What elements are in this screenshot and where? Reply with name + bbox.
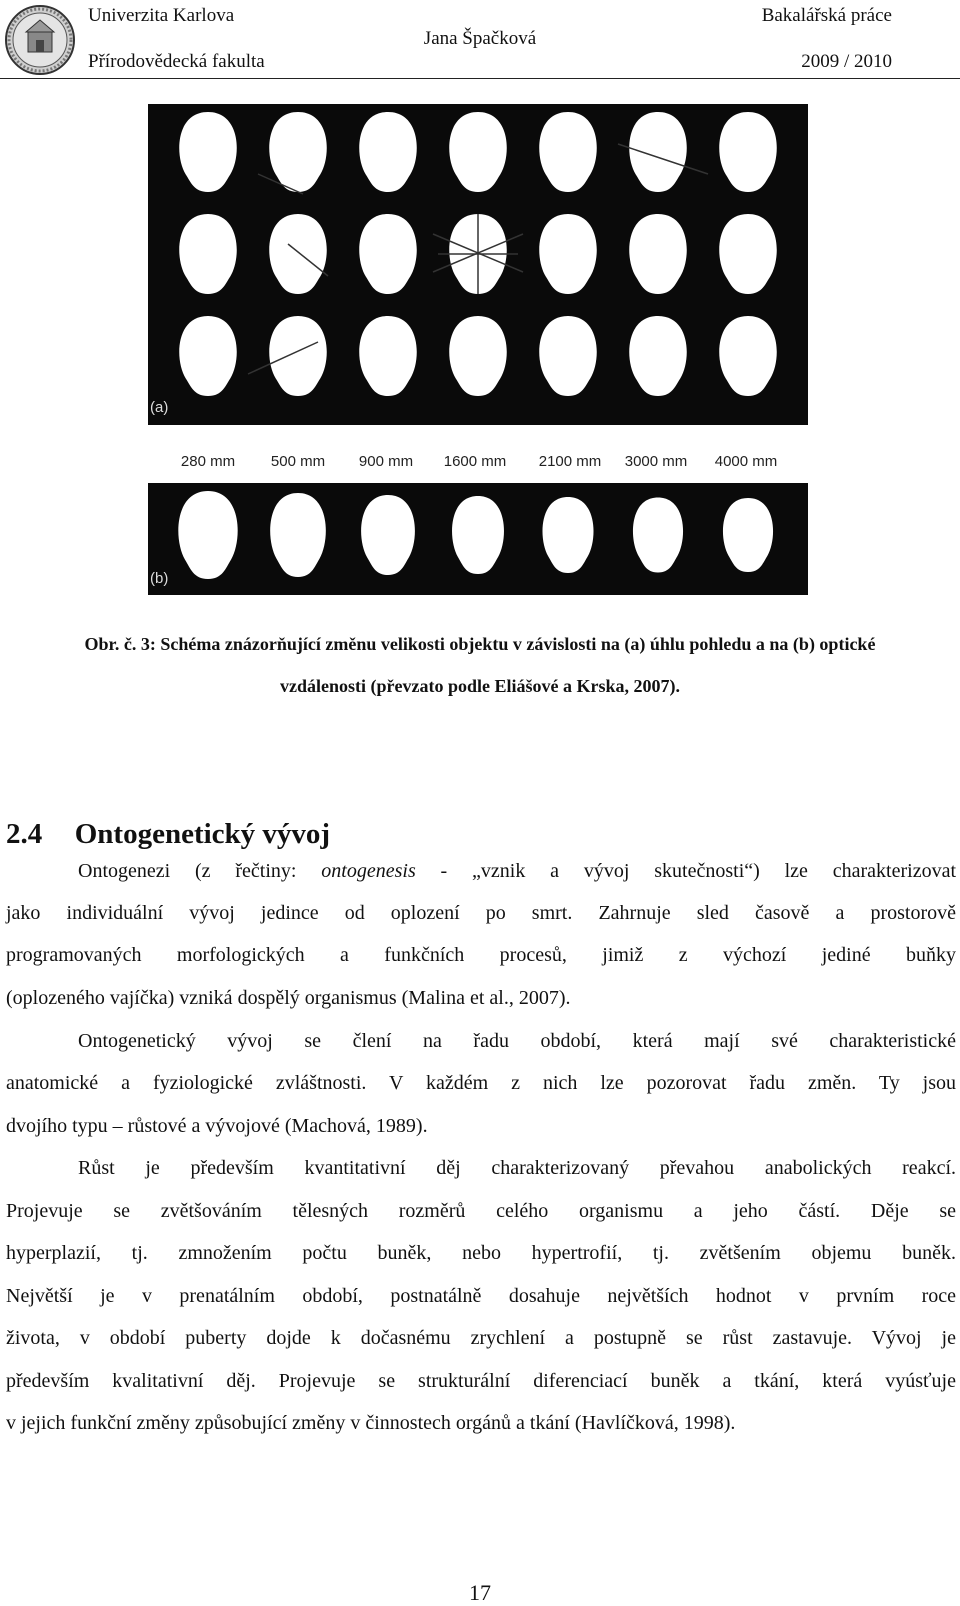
paragraph-3-line-2: Projevuje se zvětšováním tělesných rozměrů celého organismu a jeho částí. Děje se <box>6 1200 956 1222</box>
paragraph-2-line-3: dvojího typu – růstové a vývojové (Machová, 1989). <box>6 1115 428 1137</box>
paragraph-1-line-3: programovaných morfologických a funkčních procesů, jimiž z výchozí jediné buňky <box>6 944 956 966</box>
paragraph-3-line-7: v jejich funkční změny způsobující změny v činnostech orgánů a tkání (Havlíčková, 1998). <box>6 1412 736 1434</box>
distance-label: 3000 mm <box>624 455 688 470</box>
text-run: - „vznik a vývoj skutečnosti“) lze charakterizovat <box>415 860 957 882</box>
header-rule <box>0 78 960 79</box>
paragraph-1-line-4: (oplozeného vajíčka) vzniká dospělý organismus (Malina et al., 2007). <box>6 987 571 1009</box>
distance-labels <box>148 455 808 483</box>
paragraph-3-line-6: především kvalitativní děj. Projevuje se strukturální diferenciací buněk a tkání, která vyúsťuje <box>6 1370 956 1392</box>
figure-panel-b <box>148 483 808 595</box>
paragraph-2-line-2: anatomické a fyziologické zvláštnosti. V každém z nich lze pozorovat řadu změn. Ty jsou <box>6 1072 956 1094</box>
figure-caption-line-2: vzdálenosti (převzato podle Eliášové a Krska, 2007). <box>280 676 680 696</box>
distance-label: 900 mm <box>358 455 414 470</box>
faculty-name: Přírodovědecká fakulta <box>88 51 265 72</box>
section-number: 2.4 <box>6 818 43 850</box>
thesis-type: Bakalářská práce <box>761 5 892 26</box>
text-run: Ontogenezi (z řečtiny: <box>78 860 322 882</box>
paragraph-1-line-2: jako individuální vývoj jedince od oplození po smrt. Zahrnuje sled časově a prostorově <box>6 902 956 924</box>
university-name: Univerzita Karlova <box>88 5 235 26</box>
figure-panel-a <box>148 104 808 425</box>
section-title: Ontogenetický vývoj <box>74 818 331 850</box>
panel-b-label: (b) <box>150 570 169 587</box>
panel-a-label: (a) <box>150 399 169 416</box>
distance-label: 4000 mm <box>714 455 778 470</box>
distance-label: 2100 mm <box>538 455 602 470</box>
italic-term: ontogenesis <box>321 860 416 882</box>
distance-label: 500 mm <box>270 455 326 470</box>
paragraph-1-line-1 <box>78 858 956 884</box>
academic-year: 2009 / 2010 <box>801 51 892 72</box>
paragraph-3-line-3: hyperplazií, tj. zmnožením počtu buněk, nebo hypertrofií, tj. zvětšením objemu buněk. <box>6 1242 956 1264</box>
page-header <box>0 0 960 78</box>
paragraph-2-line-1: Ontogenetický vývoj se člení na řadu období, která mají své charakteristické <box>78 1030 956 1052</box>
author-name: Jana Špačková <box>423 28 537 49</box>
section-heading <box>6 818 330 851</box>
figure-caption-line-1: Obr. č. 3: Schéma znázorňující změnu velikosti objektu v závislosti na (a) úhlu pohledu a na (b) optické <box>84 634 876 654</box>
paragraph-3-line-1: Růst je především kvantitativní děj charakterizovaný převahou anabolických reakcí. <box>78 1157 956 1179</box>
page-number: 17 <box>469 1580 491 1605</box>
paragraph-3-line-5: života, v období puberty dojde k dočasnému zrychlení a postupně se růst zastavuje. Vývoj je <box>6 1327 956 1349</box>
paragraph-3-line-4: Největší je v prenatálním období, postnatálně dosahuje největších hodnot v prvním roce <box>6 1285 956 1307</box>
distance-label: 280 mm <box>180 455 236 470</box>
distance-label: 1600 mm <box>443 455 507 470</box>
